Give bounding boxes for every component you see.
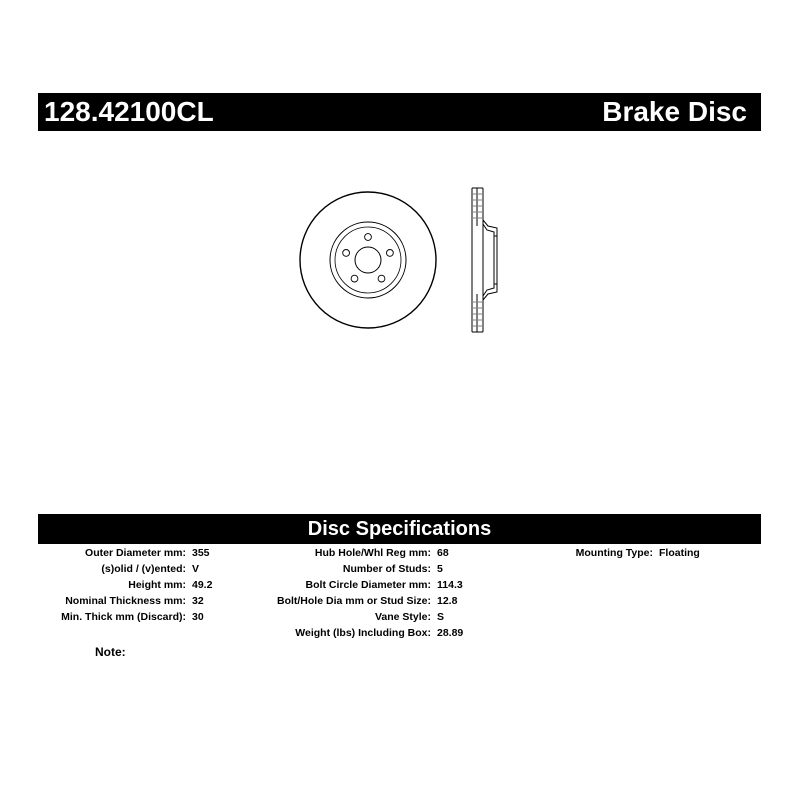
- spec-value: V: [192, 563, 200, 575]
- spec-label: Weight (lbs) Including Box:: [295, 627, 431, 639]
- part-number: 128.42100CL: [44, 96, 214, 127]
- spec-value: 30: [192, 611, 204, 623]
- spec-title: Disc Specifications: [307, 518, 492, 540]
- spec-label: Bolt/Hole Dia mm or Stud Size:: [276, 595, 431, 607]
- spec-section-header: [38, 514, 761, 544]
- stud-hole: [351, 275, 358, 282]
- spec-value: 114.3: [437, 579, 463, 591]
- spec-value: 28.89: [437, 627, 464, 639]
- spec-value: 49.2: [192, 579, 213, 591]
- brake-disc-drawing: [290, 180, 520, 340]
- stud-hole: [378, 275, 385, 282]
- spec-label: Outer Diameter mm:: [85, 547, 186, 559]
- spec-value: 68: [437, 547, 449, 559]
- spec-label: Nominal Thickness mm:: [65, 595, 186, 607]
- header-bar: [38, 93, 761, 131]
- spec-row-bolt-hole-dia: [0, 594, 458, 609]
- spec-value: 12.8: [437, 595, 458, 607]
- spec-label: Min. Thick mm (Discard):: [61, 611, 186, 623]
- disc-outer-edge: [300, 192, 436, 328]
- spec-row-number-of-studs: [0, 562, 443, 577]
- spec-row-weight: [0, 626, 464, 641]
- spec-label: (s)olid / (v)ented:: [101, 563, 186, 575]
- spec-label: Number of Studs:: [342, 563, 431, 575]
- disc-front-view: [300, 192, 436, 328]
- spec-value: Floating: [659, 547, 700, 559]
- spec-row-mounting-type: [0, 546, 700, 561]
- spec-value: 355: [192, 547, 210, 559]
- spec-label: Mounting Type:: [575, 547, 653, 559]
- product-type: Brake Disc: [602, 96, 747, 127]
- stud-hole: [365, 234, 372, 241]
- spec-label: Height mm:: [128, 579, 186, 591]
- disc-hat-inner: [335, 227, 401, 293]
- disc-hub-hole: [355, 247, 381, 273]
- note-label: Note:: [95, 645, 126, 659]
- spec-label: Vane Style:: [374, 611, 431, 623]
- stud-hole: [387, 250, 394, 257]
- spec-label: Bolt Circle Diameter mm:: [305, 579, 431, 591]
- spec-label: Hub Hole/Whl Reg mm:: [314, 547, 431, 559]
- stud-hole: [343, 250, 350, 257]
- spec-value: 32: [192, 595, 204, 607]
- spec-value: 5: [437, 563, 443, 575]
- disc-side-view: [472, 188, 497, 332]
- spec-value: S: [437, 611, 445, 623]
- spec-row-bolt-circle: [0, 578, 463, 593]
- spec-row-vane-style: [0, 610, 445, 625]
